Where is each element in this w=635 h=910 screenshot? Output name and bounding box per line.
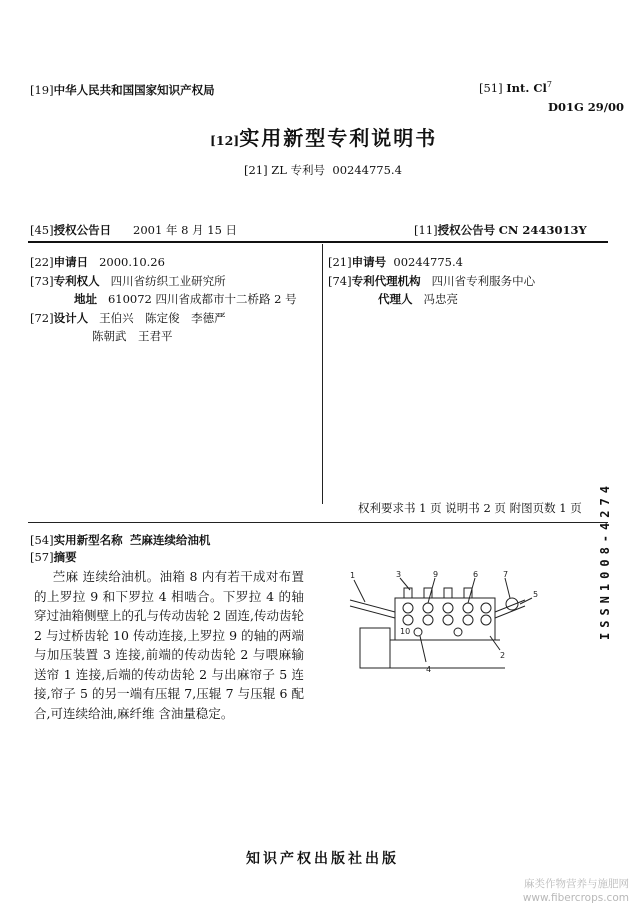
country-office bbox=[30, 82, 215, 98]
classification: D01G 29/00 bbox=[548, 100, 625, 114]
patent-number bbox=[244, 162, 402, 178]
abstract-text: 苎麻 连续给油机。油箱 8 内有若干成对布置的上罗拉 9 和下罗拉 4 相啮合。下罗拉 4 的轴穿过油箱侧壁上的孔与传动齿轮 2 固连,传动齿轮 2 与过桥齿轮 10 传动连接,上罗拉 9 的轴的两端与加压装置 3 连接,前端的传动齿轮 2 与喂麻输送帘 1 连接,后端的传动齿轮 2 与出麻帘子 5 连接,帘子 5 的另一端有压辊 7,压辊 7 与压辊 6 配合,可连续给油,麻纤维 含油量稳定。 bbox=[34, 569, 304, 721]
abstract-heading bbox=[30, 549, 77, 565]
watermark bbox=[523, 877, 629, 905]
utility-code: [54] bbox=[30, 533, 54, 547]
column-divider bbox=[322, 244, 323, 504]
field-value: 王伯兴 陈定俊 李德严 bbox=[99, 311, 226, 325]
figure-label: 5 bbox=[533, 590, 539, 599]
figure-label: 4 bbox=[426, 665, 432, 674]
field-code: [21] bbox=[328, 255, 352, 269]
page-counts: 权利要求书 1 页 说明书 2 页 附图页数 1 页 bbox=[358, 501, 582, 515]
field-value: 00244775.4 bbox=[393, 255, 463, 269]
field-value: 四川省纺织工业研究所 bbox=[110, 274, 226, 288]
int-cl bbox=[479, 80, 552, 95]
figure-label: 1 bbox=[350, 571, 356, 580]
pub-label: 授权公告号 bbox=[437, 223, 496, 237]
announcement-code: [45] bbox=[30, 223, 54, 237]
pub-code: [11] bbox=[414, 223, 438, 237]
intcl-sup: 7 bbox=[546, 80, 552, 89]
publication-number bbox=[414, 222, 587, 238]
abstract-label: 摘要 bbox=[53, 550, 77, 564]
divider-top bbox=[28, 241, 608, 243]
field-value: 四川省专利服务中心 bbox=[431, 274, 536, 288]
field-application-date bbox=[30, 254, 165, 270]
field-designers-cont: 陈朝武 王君平 bbox=[92, 329, 173, 343]
title-text: 实用新型专利说明书 bbox=[239, 126, 438, 150]
output-curtain bbox=[495, 600, 525, 612]
utility-value: 苎麻连续给油机 bbox=[129, 533, 211, 547]
divider-middle bbox=[28, 522, 608, 523]
field-agent bbox=[378, 291, 458, 307]
title-code: [12] bbox=[210, 133, 240, 148]
figure-label: 10 bbox=[400, 627, 411, 636]
intcl-label: Int. Cl bbox=[506, 80, 547, 95]
figure-label: 3 bbox=[396, 570, 402, 579]
country-code: [19] bbox=[30, 83, 54, 97]
utility-name bbox=[30, 532, 210, 548]
field-value: 610072 四川省成都市十二桥路 2 号 bbox=[107, 292, 297, 306]
issn: ISSN1008-4274 bbox=[598, 481, 612, 640]
field-label: 专利代理机构 bbox=[351, 274, 421, 288]
field-label: 专利权人 bbox=[53, 274, 100, 288]
field-label: 设计人 bbox=[53, 311, 89, 325]
announcement-date-value: 2001 年 8 月 15 日 bbox=[133, 223, 238, 237]
announcement-date bbox=[30, 222, 237, 238]
field-code: [73] bbox=[30, 274, 54, 288]
publisher-footer: 知识产权出版社出版 bbox=[246, 851, 399, 867]
watermark-line1: 麻类作物营养与施肥网 bbox=[524, 878, 629, 890]
field-code: [72] bbox=[30, 311, 54, 325]
field-patentee bbox=[30, 273, 226, 289]
watermark-line2: www.fibercrops.com bbox=[522, 892, 629, 904]
field-label: 地址 bbox=[74, 292, 97, 306]
figure-label: 9 bbox=[433, 570, 439, 579]
figure-label: 7 bbox=[503, 570, 509, 579]
feed-conveyor bbox=[350, 600, 395, 612]
patent-number-code: [21] bbox=[244, 163, 268, 177]
figure-label: 2 bbox=[500, 651, 506, 660]
pub-number: CN 2443013Y bbox=[498, 223, 587, 237]
figure-label: 6 bbox=[473, 570, 479, 579]
patent-number-label: ZL 专利号 bbox=[271, 163, 326, 177]
utility-label: 实用新型名称 bbox=[53, 533, 123, 547]
field-code: [74] bbox=[328, 274, 352, 288]
field-label: 申请日 bbox=[53, 255, 89, 269]
abstract-code: [57] bbox=[30, 550, 54, 564]
field-label: 代理人 bbox=[378, 292, 413, 306]
field-code: [22] bbox=[30, 255, 54, 269]
announcement-label: 授权公告日 bbox=[53, 223, 112, 237]
field-label: 申请号 bbox=[351, 255, 387, 269]
page-title bbox=[210, 122, 437, 151]
field-value: 冯忠亮 bbox=[423, 292, 458, 306]
country-name: 中华人民共和国国家知识产权局 bbox=[53, 83, 215, 97]
machine-figure bbox=[340, 570, 540, 680]
field-value: 2000.10.26 bbox=[99, 255, 165, 269]
field-address bbox=[74, 291, 297, 307]
field-application-number bbox=[328, 254, 463, 270]
field-designers bbox=[30, 310, 226, 326]
intcl-code: [51] bbox=[479, 80, 503, 95]
patent-number-value: 00244775.4 bbox=[332, 163, 402, 177]
field-agency bbox=[328, 273, 535, 289]
